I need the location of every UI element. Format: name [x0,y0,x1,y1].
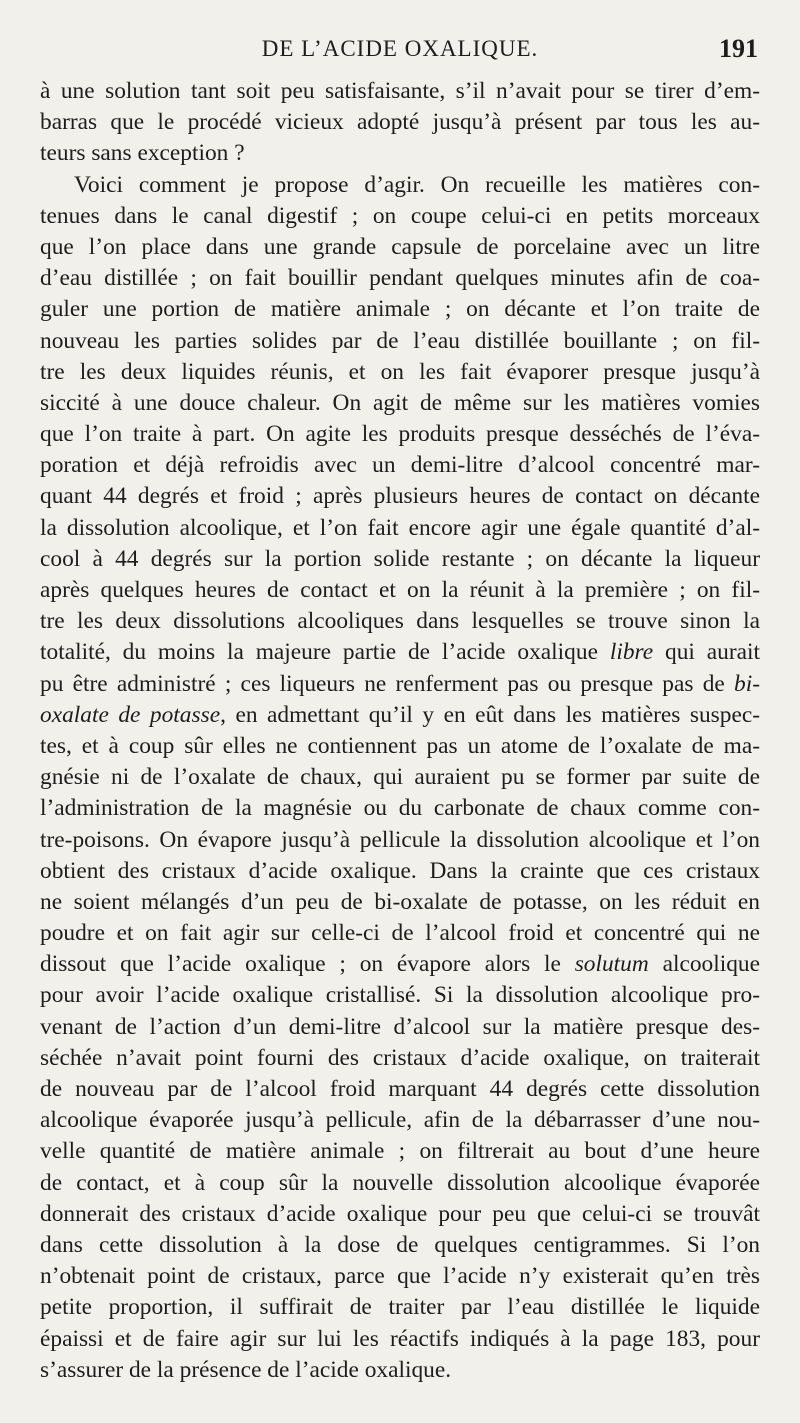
text-line [40,1043,760,1074]
text-line [40,700,760,731]
text-run: tre-poisons. On évapore jusqu’à pellicule la dissolution alcoolique et l’on [40,826,760,853]
text-run: siccité à une douce chaleur. On agit de même sur les matières vomies [40,389,760,416]
italic-text: libre [609,639,654,666]
page-number: 191 [719,34,758,63]
text-line [40,1292,760,1323]
text-run: dans cette dissolution à la dose de quelques centigrammes. Si l’on [40,1231,760,1258]
text-line [40,887,760,918]
text-line [40,856,760,887]
text-line [40,762,760,793]
text-run: que l’on traite à part. On agite les produits presque desséchés de l’éva- [40,421,760,448]
text-line [40,637,760,668]
text-run: l’administration de la magnésie ou du carbonate de chaux comme con- [40,795,760,822]
text-run: s’assurer de la présence de l’acide oxalique. [40,1356,452,1383]
text-run: tenues dans le canal digestif ; on coupe celui-ci en petits morceaux [40,202,760,229]
running-title: DE L’ACIDE OXALIQUE. [261,36,539,61]
text-run: tre les deux liquides réunis, et on les fait évaporer presque jusqu’à [40,358,760,385]
text-run: pour avoir l’acide oxalique cristallisé. Si la dissolution alcoolique pro- [40,982,760,1009]
text-run: épaissi et de faire agir sur lui les réactifs indiqués à la page 183, pour [40,1325,760,1352]
text-run: n’obtenait point de cristaux, parce que l’acide n’y existerait qu’en très [40,1263,760,1290]
text-line [40,419,760,450]
text-run: gnésie ni de l’oxalate de chaux, qui auraient pu se former par suite de [40,764,760,791]
text-line [40,575,760,606]
text-run: tre les deux dissolutions alcooliques dans lesquelles se trouve sinon la [40,608,760,635]
text-line [40,481,760,512]
text-run: après quelques heures de contact et on la réunit à la première ; on fil- [40,577,760,603]
text-run: séchée n’avait point fourni des cristaux d’acide oxalique, on traiterait [40,1044,760,1071]
text-run: nouveau les parties solides par de l’eau distillée bouillante ; on fil- [40,327,760,354]
text-line [40,513,760,544]
text-line [40,388,760,419]
text-run: obtient des cristaux d’acide oxalique. Dans la crainte que ces cristaux [40,857,760,884]
text-run: dissout que l’acide oxalique ; on évapore alors le [40,951,575,978]
text-run: venant de l’action d’un demi-litre d’alcool sur la matière presque des- [40,1013,760,1040]
text-line [40,170,760,201]
text-run: la dissolution alcoolique, et l’on fait encore agir une égale quantité d’al- [40,514,760,541]
text-line [40,1230,760,1261]
text-run: de nouveau par de l’alcool froid marquant 44 degrés cette dissolution [40,1076,760,1102]
text-run: donnerait des cristaux d’acide oxalique pour peu que celui-ci se trouvât [40,1200,760,1227]
text-line [40,450,760,481]
text-run: quant 44 degrés et froid ; après plusieurs heures de contact on décante [40,483,760,510]
text-run: ne soient mélangés d’un peu de bi-oxalate de potasse, on les réduit en [40,888,760,915]
text-line [40,1136,760,1167]
text-run: cool à 44 degrés sur la portion solide restante ; on décante la liqueur [40,545,760,572]
text-line [40,1324,760,1355]
text-run: poudre et on fait agir sur celle-ci de l’alcool froid et concentré qui ne [40,920,760,947]
text-run: totalité, du moins la majeure partie de l’acide oxalique [40,639,610,666]
text-line [40,793,760,824]
text-line [40,1168,760,1199]
text-line [40,201,760,232]
text-run: qui aurait [653,639,760,666]
text-run: pu être administré ; ces liqueurs ne renferment pas ou presque pas de [40,670,735,697]
text-line [40,1261,760,1292]
text-run: à une solution tant soit peu satisfaisante, s’il n’avait pour se tirer d’em- [40,78,760,104]
text-line [40,107,760,138]
text-line [40,357,760,388]
text-run: Voici comment je propose d’agir. On recueille les matières con- [74,171,760,198]
text-line [40,138,760,169]
text-line [40,1074,760,1105]
body-text [40,76,760,1386]
text-line [40,1012,760,1043]
text-run: velle quantité de matière animale ; on filtrerait au bout d’une heure [40,1138,760,1165]
text-line [40,294,760,325]
text-line [40,1199,760,1230]
italic-text: oxalate de potasse [40,701,221,728]
text-run: poration et déjà refroidis avec un demi-litre d’alcool concentré mar- [40,452,760,479]
italic-text: solutum [574,951,649,978]
italic-text: bi- [734,670,760,697]
text-line [40,76,760,107]
text-line [40,669,760,700]
text-line [40,606,760,637]
text-run: alcoolique évaporée jusqu’à pellicule, afin de la débarrasser d’une nou- [40,1107,760,1134]
text-line [40,949,760,980]
text-line [40,980,760,1011]
text-line [40,731,760,762]
text-line [40,544,760,575]
text-run: teurs sans exception ? [40,140,245,167]
text-line [40,1355,760,1386]
text-run: tes, et à coup sûr elles ne contiennent pas un atome de l’oxalate de ma- [40,732,760,759]
text-run: que l’on place dans une grande capsule de porcelaine avec un litre [40,233,760,260]
text-line [40,1105,760,1136]
text-run: alcoolique [648,951,760,978]
text-line [40,232,760,263]
text-run: barras que le procédé vicieux adopté jusqu’à présent par tous les au- [40,109,760,136]
text-line [40,263,760,294]
text-line [40,326,760,357]
text-run: petite proportion, il suffirait de traiter par l’eau distillée le liquide [40,1294,760,1321]
text-run: guler une portion de matière animale ; on décante et l’on traite de [40,296,760,323]
text-run: , en admettant qu’il y en eût dans les matières suspec- [220,701,760,728]
text-run: d’eau distillée ; on fait bouillir pendant quelques minutes afin de coa- [40,265,760,292]
text-run: de contact, et à coup sûr la nouvelle dissolution alcoolique évaporée [40,1169,760,1196]
text-line [40,918,760,949]
page-header [40,30,760,70]
text-line [40,825,760,856]
